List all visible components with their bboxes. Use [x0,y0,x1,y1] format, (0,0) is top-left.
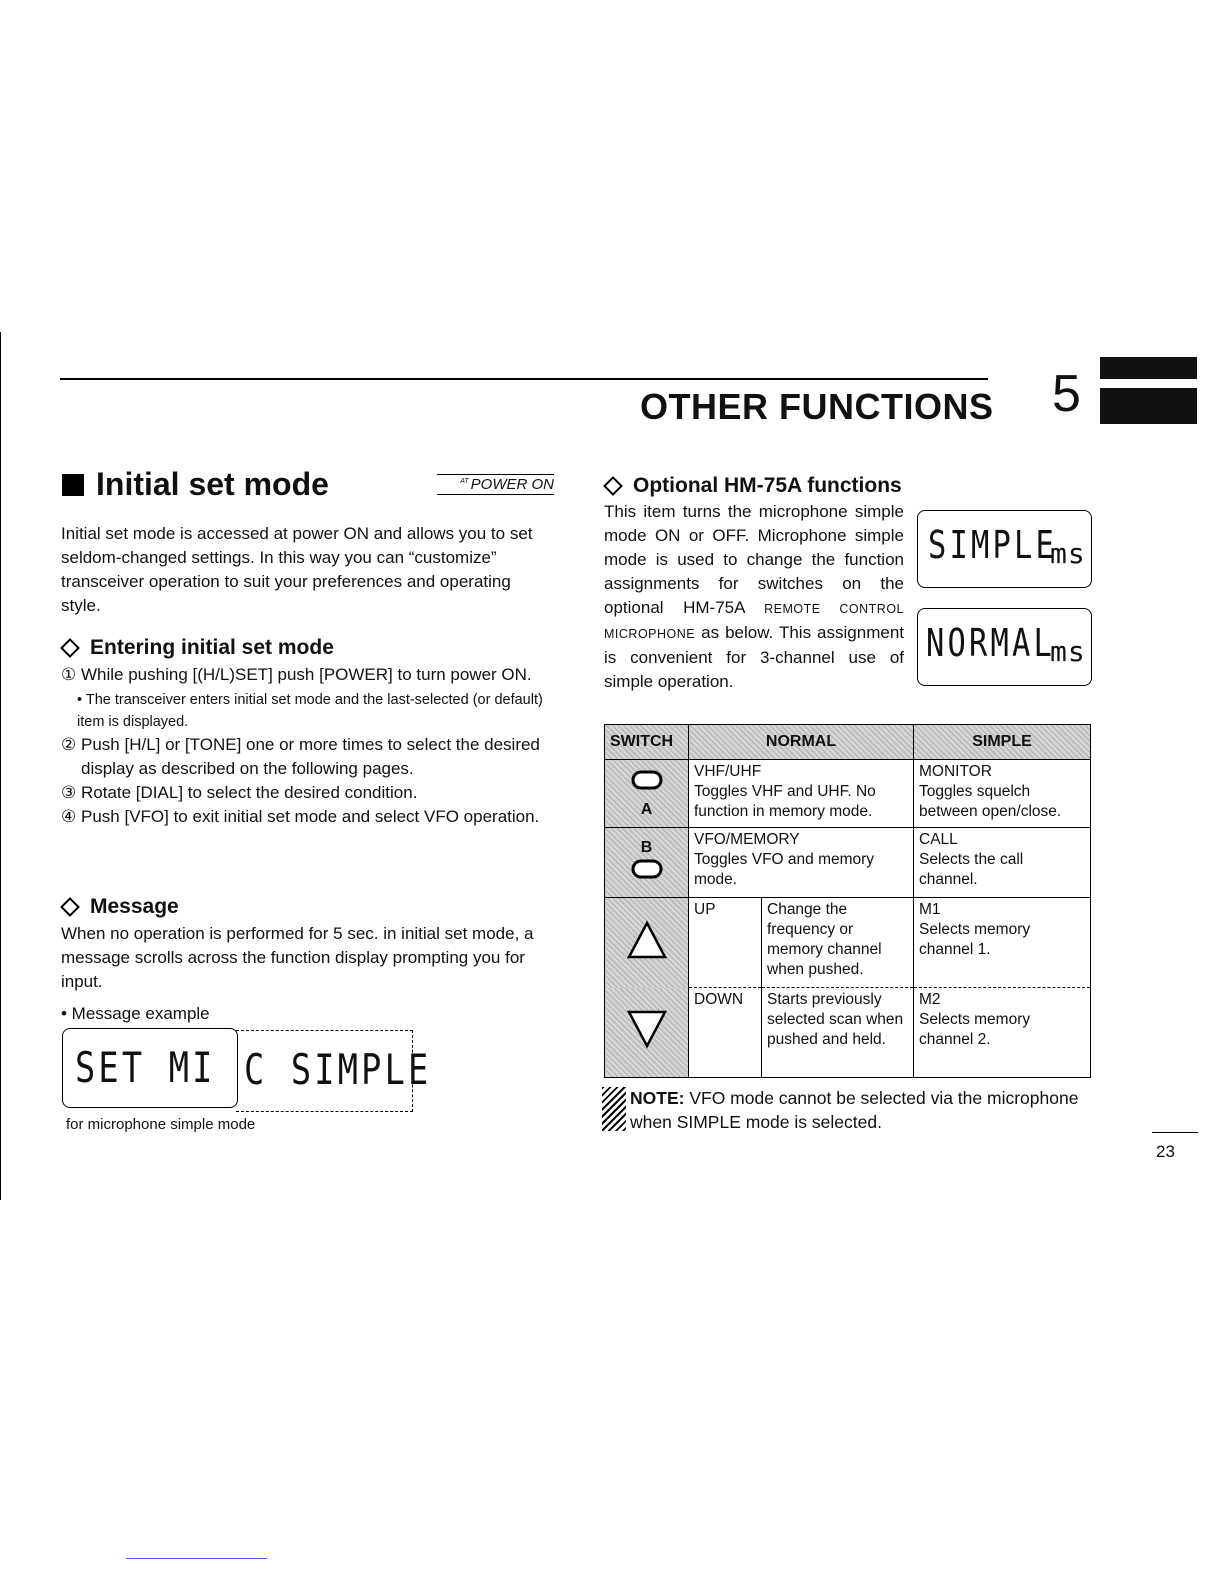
header-rule [60,378,988,380]
simple-down-cell: M2 Selects memory channel 2. [914,988,1091,1078]
switch-a-label: A [640,800,653,818]
chapter-tab-bar-bottom [1100,388,1197,424]
simple-up-cell: M1 Selects memory channel 1. [914,898,1091,988]
diamond-icon [60,638,80,658]
intro-paragraph: Initial set mode is accessed at power ON and allows you to set seldom-changed settings. In this way you can “customize” transceiver operation to suit your preferences and operating style. [61,524,533,615]
message-caption: for microphone simple mode [66,1116,256,1133]
page-edge-line [0,332,1,1200]
lcd-simple-text: SIMPLE [928,523,1058,567]
lcd-normal-ms: ms [1050,635,1086,668]
step-4: ④ Push [VFO] to exit initial set mode and select VFO operation. [61,807,540,826]
lcd-simple [917,510,1092,588]
up-arrow-icon [625,918,669,962]
table-row [605,988,1091,1078]
note-hatch-icon [602,1087,626,1131]
table-row [605,828,1091,898]
chapter-number: 5 [1052,365,1081,423]
switch-down-cell [605,988,689,1078]
lcd-normal [917,608,1092,686]
chapter-tab-bar-top [1100,357,1197,379]
header-normal: NORMAL [689,725,914,760]
switch-a-cell [605,760,689,828]
lcd-normal-text: NORMAL [926,621,1056,665]
footer-rule [126,1558,267,1559]
header-simple: SIMPLE [914,725,1091,760]
step-1: ① While pushing [(H/L)SET] push [POWER] to turn power ON. [61,665,532,684]
section-bullet-icon [62,474,84,496]
optional-paragraph: This item turns the microphone simple mode ON or OFF. Microphone simple mode is used to change the function assignments for switches on the optional HM-75A REMOTE CONTROL MICROPHONE as below. This assignment is convenient for 3-channel use of simple operation. [604,502,904,691]
message-paragraph: When no operation is performed for 5 sec. in initial set mode, a message scrolls across the function display prompting you for input. [61,924,534,991]
table-row [605,898,1091,988]
remote-control-smallcaps: REMOTE CONTROL MICROPHONE [604,602,904,641]
chapter-title: OTHER FUNCTIONS [640,386,994,427]
page-number-rule [1152,1132,1198,1133]
down-arrow-icon [625,1007,669,1051]
simple-b-cell: CALL Selects the call channel. [914,828,1091,898]
step-note: • The transceiver enters initial set mode and the last-selected (or default) item is displayed. [77,692,543,730]
scroll-text: C SIMPLE [244,1045,432,1094]
normal-down-key: DOWN [689,988,762,1078]
section-title: Initial set mode [62,466,329,503]
simple-a-cell: MONITOR Toggles squelch between open/close. [914,760,1091,828]
lcd-text: SET MI [75,1043,216,1092]
step-2: ② Push [H/L] or [TONE] one or more times to select the desired display as described on the following pages. [61,735,540,778]
switch-b-label: B [640,838,653,856]
note-paragraph: NOTE: VFO mode cannot be selected via the microphone when SIMPLE mode is selected. [630,1088,1079,1132]
normal-b-cell: VFO/MEMORY Toggles VFO and memory mode. [689,828,914,898]
at-power-on-badge: $^{AT}$ POWER ON [437,474,554,495]
table-row [605,760,1091,828]
normal-down-desc: Starts previously selected scan when pushed and held. [762,988,914,1078]
normal-a-cell: VHF/UHF Toggles VHF and UHF. No function in memory mode. [689,760,914,828]
message-heading: Message [60,895,179,919]
note-label: NOTE: [630,1088,685,1108]
page-number: 23 [1156,1142,1175,1161]
lcd-simple-ms: ms [1050,537,1086,570]
message-example-label: • Message example [61,1004,210,1023]
button-b-icon [627,858,667,882]
table-header-row [605,725,1091,760]
message-lcd [62,1028,238,1108]
entering-steps [61,663,554,829]
normal-up-desc: Change the frequency or memory channel when pushed. [762,898,914,988]
header-switch: SWITCH [605,725,689,760]
normal-up-key: UP [689,898,762,988]
step-3: ③ Rotate [DIAL] to select the desired condition. [61,783,418,802]
diamond-icon [603,476,623,496]
scroll-area [236,1030,432,1112]
diamond-icon [60,897,80,917]
optional-heading: Optional HM-75A functions [603,474,902,498]
function-table [604,724,1091,1078]
switch-up-cell [605,898,689,988]
switch-b-cell [605,828,689,898]
entering-heading: Entering initial set mode [60,636,334,660]
